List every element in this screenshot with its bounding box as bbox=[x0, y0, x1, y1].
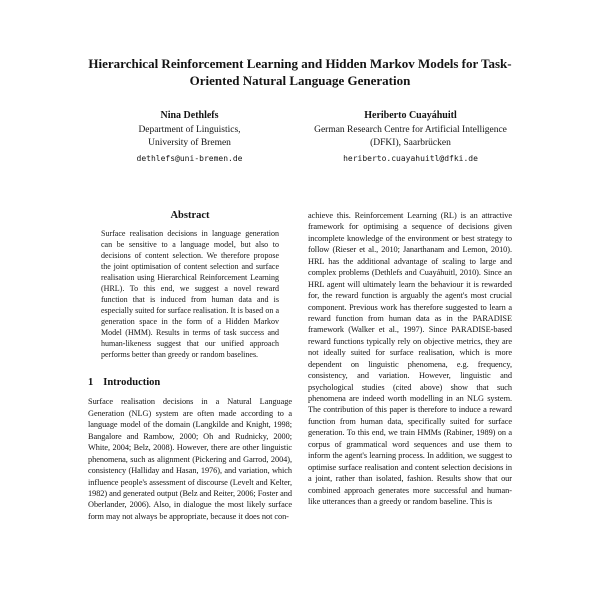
author-1 bbox=[88, 109, 291, 164]
author-2 bbox=[309, 109, 512, 164]
author-1-name: Nina Dethlefs bbox=[160, 110, 219, 122]
paper-title: Hierarchical Reinforcement Learning and Hidden Markov Models for Task-Oriented Natural Language Generation bbox=[88, 56, 512, 88]
author-2-affiliation-line1: German Research Centre for Artificial Intelligence bbox=[314, 125, 507, 136]
author-2-name: Heriberto Cuayáhuitl bbox=[364, 110, 457, 122]
abstract-text: Surface realisation decisions in language generation can be sensitive to a language model, but also to decisions of content selection. We therefore propose the joint optimisation of content selection and surface realisation using Hierarchical Reinforcement Learning (HRL). To this end, we suggest a novel reward function that is induced from human data and is especially suited for surface realisation. It is based on a generation space in the form of a Hidden Markov Model (HMM). Results in terms of task success and human-likeness suggest that our unified approach performs better than greedy or random baselines. bbox=[101, 229, 279, 359]
section-1-number: 1 bbox=[88, 377, 94, 389]
left-column bbox=[88, 210, 292, 522]
author-1-affiliation-line2: University of Bremen bbox=[148, 137, 231, 148]
right-column bbox=[308, 210, 512, 507]
author-1-email: dethlefs@uni-bremen.de bbox=[136, 153, 243, 163]
author-2-affiliation-line2: (DFKI), Saarbrücken bbox=[370, 137, 451, 148]
right-column-text: achieve this. Reinforcement Learning (RL) is an attractive framework for optimising a sequence of decisions given incomplete knowledge of the environment or best strategy to follow (Rieser et al., 2010; Janarthanam and Lemon, 2010). HRL has the additional advantage of scaling to large and complex problems (Dethlefs and Cuayáhuitl, 2010). Since an HRL agent will ultimately learn the behaviour it is rewarded for, the reward function is arguably the agent's most crucial component. Previous work has therefore suggested to learn a reward function from human data as in the PARADISE framework (Walker et al., 1997). Since PARADISE-based reward functions typically rely on objective metrics, they are not ideally suited for surface realisation, which is more dependent on linguistic phenomena, e.g. frequency, consistency, and variation. However, linguistic and psychological studies (cited above) show that such phenomena are indeed worth modelling in an NLG system. The contribution of this paper is therefore to induce a reward function from human data, specifically suited for surface generation. To this end, we train HMMs (Rabiner, 1989) on a corpus of grammatical word sequences and use them to inform the agent's learning process. In addition, we suggest to optimise surface realisation and content selection decisions in a joint, rather than isolated, fashion. Results show that our combined approach generates more successful and human-like utterances than a greedy or random baseline. This is bbox=[308, 211, 512, 506]
abstract-heading: Abstract bbox=[170, 210, 210, 222]
author-2-email: heriberto.cuayahuitl@dfki.de bbox=[343, 153, 478, 163]
section-1-title: Introduction bbox=[103, 377, 161, 389]
two-column-body bbox=[88, 210, 512, 522]
section-1-text: Surface realisation decisions in a Natural Language Generation (NLG) system are often made according to a language model of the domain (Langkilde and Knight, 1998; Bangalore and Rambow, 2000; Oh and Rudnicky, 2000; White, 2004; Belz, 2008). However, there are other linguistic phenomena, such as alignment (Pickering and Garrod, 2004), consistency (Halliday and Hasan, 1976), and variation, which influence people's assessment of discourse (Levelt and Kelter, 1982) and generated output (Belz and Reiter, 2006; Foster and Oberlander, 2006). Also, in dialogue the most likely surface form may not always be appropriate, because it does not con- bbox=[88, 397, 292, 521]
author-1-affiliation-line1: Department of Linguistics, bbox=[138, 125, 241, 136]
section-1-heading bbox=[88, 377, 292, 388]
author-block bbox=[88, 109, 512, 164]
